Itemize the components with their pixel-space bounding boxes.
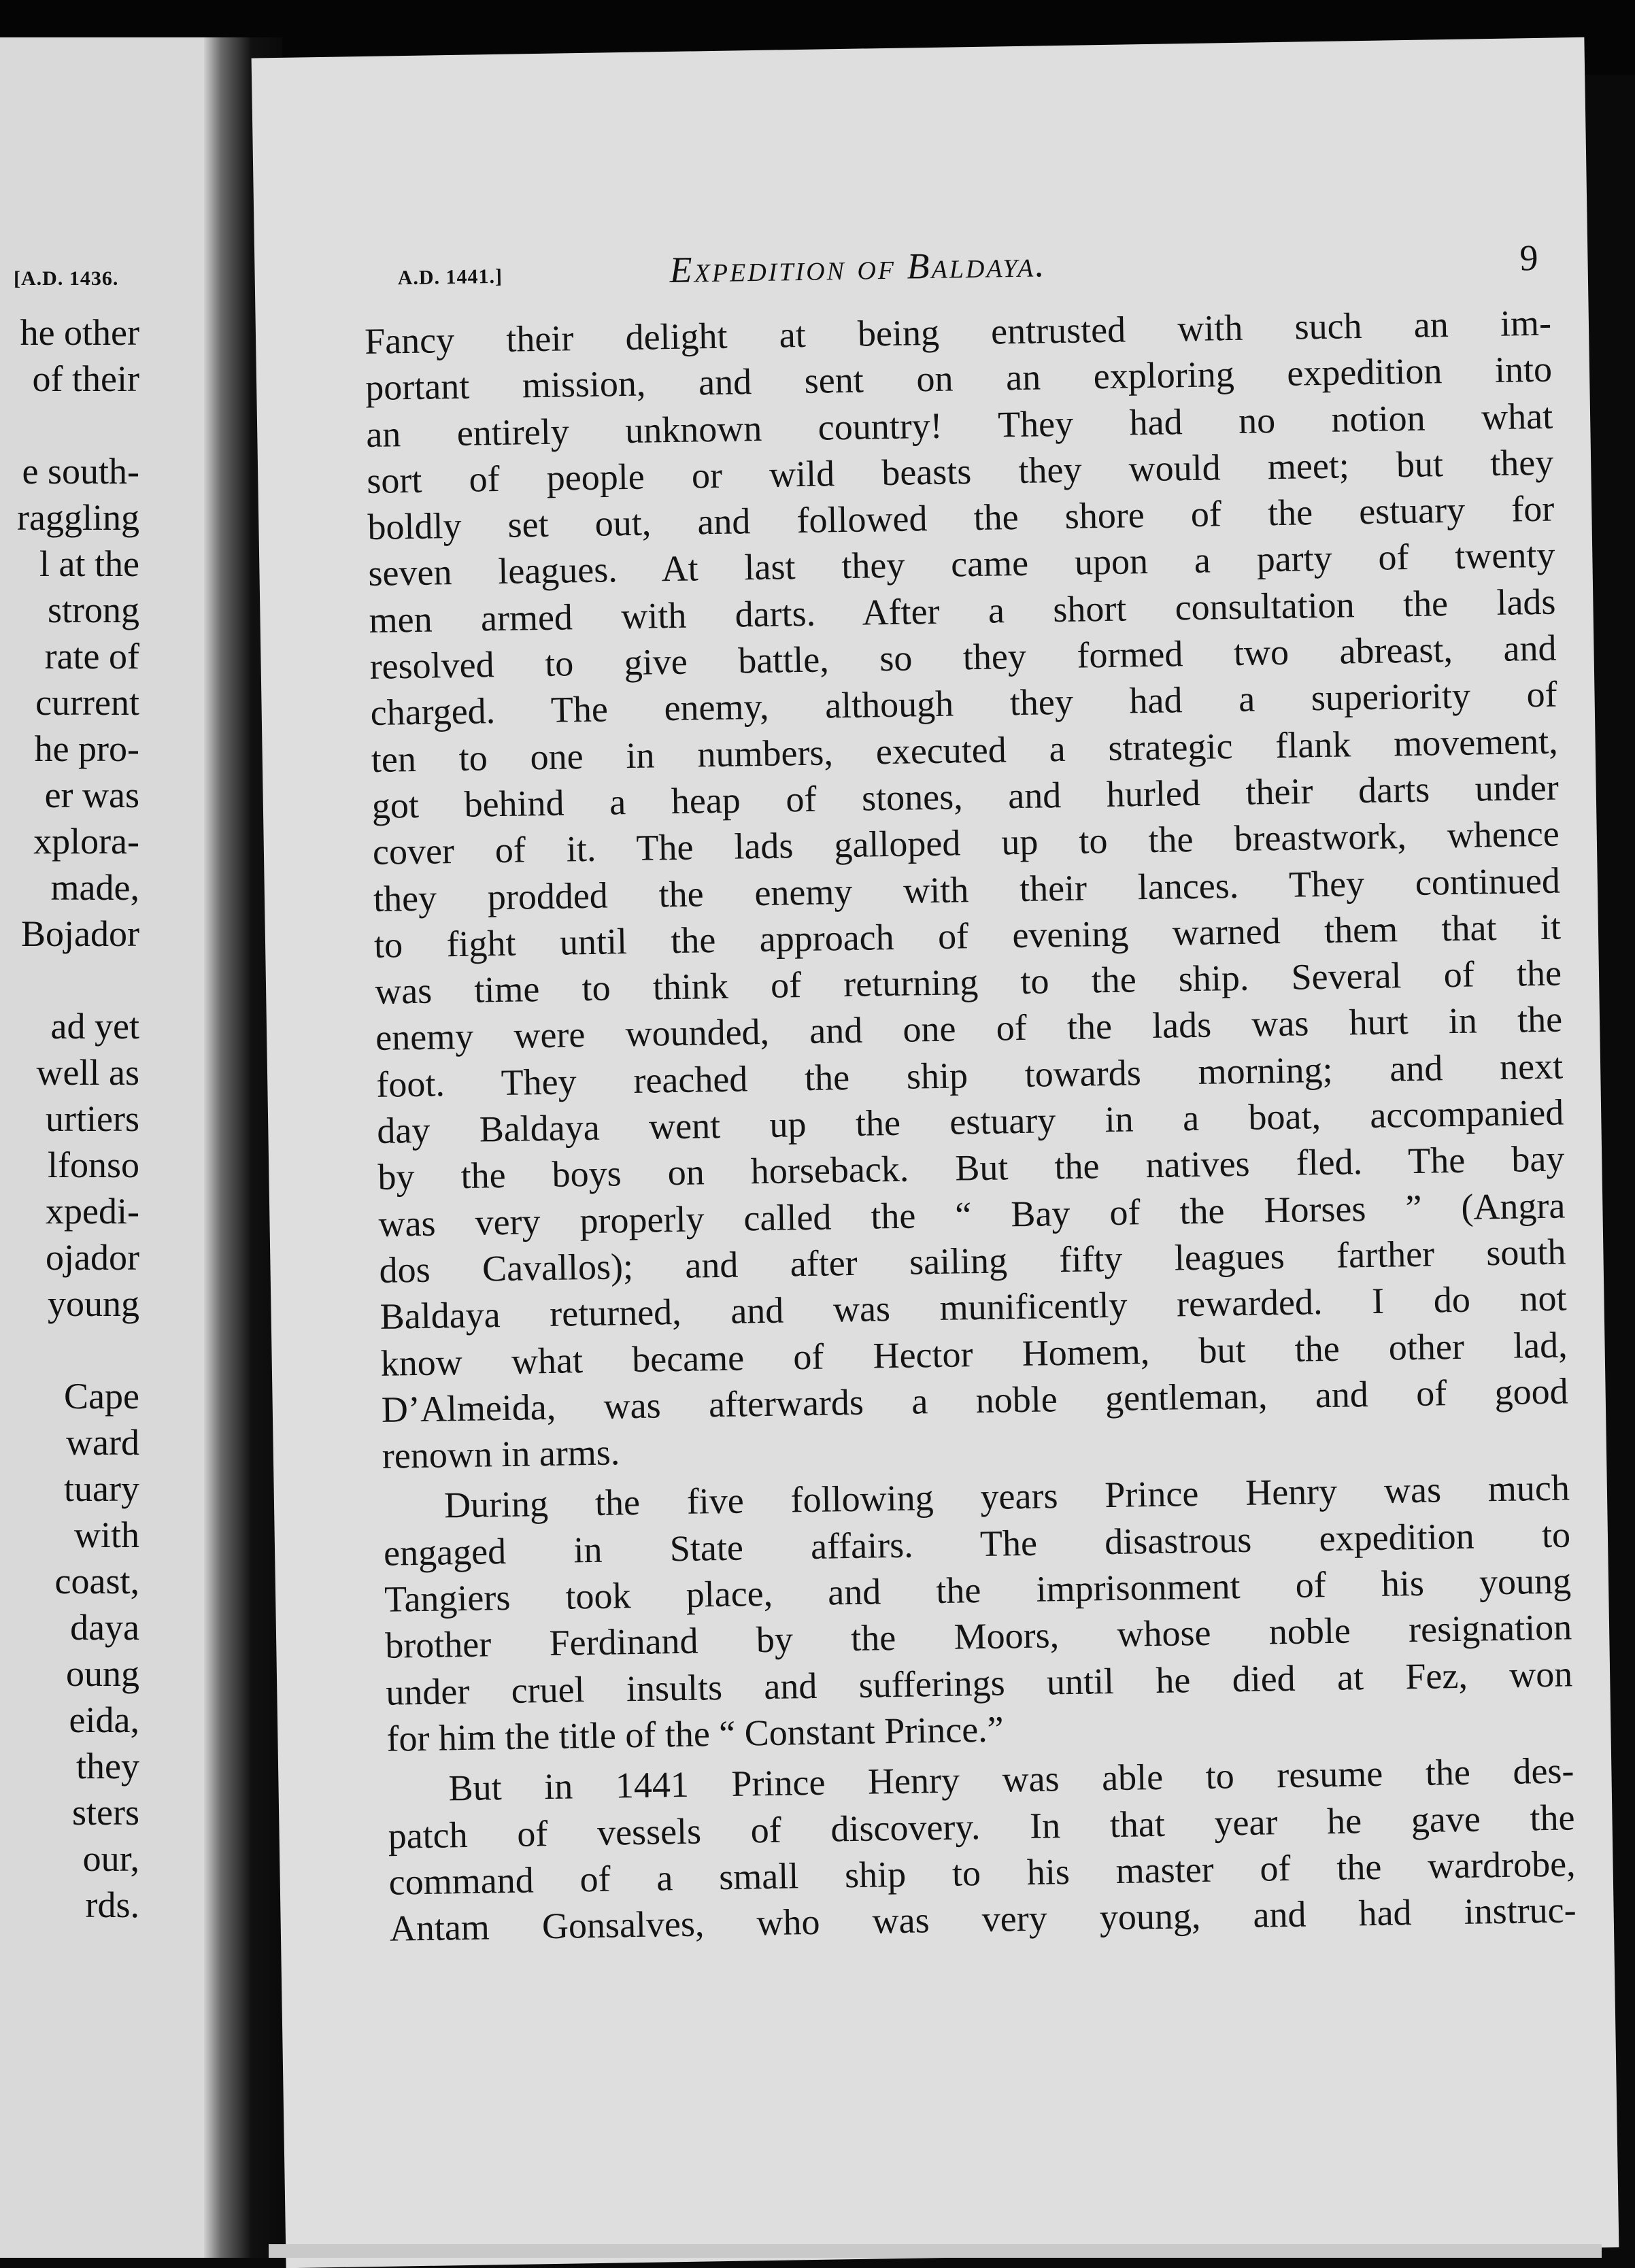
text-line: brother Ferdinand by the Moors, whose noble resignation (384, 1606, 1572, 1667)
left-text-line: xplora- (33, 821, 139, 862)
left-running-head: [A.D. 1436. (14, 267, 119, 290)
left-text-line: coast, (54, 1561, 139, 1602)
left-text-line: our, (82, 1838, 139, 1879)
text-line: Baldaya returned, and was munificently rewarded. I do not (380, 1277, 1567, 1338)
left-text-line: young (48, 1283, 139, 1324)
left-text-line: xpedi- (46, 1191, 139, 1232)
text-line: they prodded the enemy with their lances. They continued (373, 860, 1561, 919)
text-line: got behind a heap of stones, and hurled their darts under (371, 766, 1560, 826)
left-text-line: he pro- (34, 728, 139, 769)
left-text-line: with (73, 1514, 139, 1555)
left-text-line: well as (36, 1052, 139, 1093)
left-text-line: tuary (64, 1468, 139, 1509)
left-text-line (0, 402, 139, 448)
text-line: cover of it. The lads galloped up to the breastwork, whence (372, 813, 1560, 873)
text-line: engaged in State affairs. The disastrous expedition to (383, 1514, 1571, 1574)
left-text-line: sters (72, 1792, 139, 1833)
running-head-title: Expedition of Baldaya. (669, 243, 1047, 290)
left-text-line: he other (20, 312, 139, 353)
left-page-text (0, 309, 139, 1928)
text-line: resolved to give battle, so they formed two abreast, and (369, 627, 1557, 688)
left-text-line (0, 1327, 139, 1373)
page-number: 9 (1519, 237, 1538, 279)
left-text-line: urtiers (46, 1098, 139, 1139)
text-line: sort of people or wild beasts they would meet; but they (366, 441, 1554, 501)
left-text-line: er was (44, 775, 139, 815)
text-line: Antam Gonsalves, who was very young, and had instruc- (389, 1889, 1577, 1949)
left-text-line: made, (50, 867, 139, 908)
page-bottom-edge (269, 2244, 1602, 2258)
text-line: for him the title of the “ Constant Prince.” (386, 1708, 1005, 1759)
text-line: know what became of Hector Homem, but the other lad, (380, 1323, 1568, 1384)
running-head-date: A.D. 1441.] (397, 265, 503, 290)
left-text-line: oung (66, 1653, 139, 1694)
left-text-line: e south- (22, 451, 139, 492)
text-line: an entirely unknown country! They had no notion what (365, 395, 1553, 455)
left-text-line: strong (48, 590, 139, 630)
left-text-line: rds. (85, 1884, 139, 1925)
left-text-line: lfonso (48, 1145, 139, 1185)
right-page (252, 37, 1619, 2268)
left-text-line: ad yet (50, 1006, 139, 1047)
text-line: under cruel insults and sufferings until he died at Fez, won (385, 1653, 1573, 1713)
text-line: portant mission, and sent on an exploring expedition into (365, 348, 1553, 409)
text-line: dos Cavallos); and after sailing fifty leagues farther south (379, 1231, 1566, 1291)
left-text-line: of their (32, 358, 139, 399)
text-line: command of a small ship to his master of the wardrobe, (388, 1843, 1577, 1903)
text-line: Fancy their delight at being entrusted with such an im- (364, 302, 1552, 362)
left-text-line: Cape (64, 1376, 139, 1417)
text-line: patch of vessels of discovery. In that year he gave the (388, 1796, 1575, 1857)
text-line: D’Almeida, was afterwards a noble gentleman, and of good (381, 1370, 1569, 1430)
text-line: to fight until the approach of evening warned them that it (373, 906, 1562, 966)
text-line: day Baldaya went up the estuary in a boat, accompanied (376, 1091, 1564, 1151)
left-text-line: Bojador (21, 913, 139, 954)
left-text-line: daya (70, 1607, 139, 1648)
text-line: enemy were wounded, and one of the lads was hurt in the (375, 998, 1563, 1059)
left-text-line (0, 957, 139, 1003)
left-text-line: eida, (69, 1699, 139, 1740)
text-line: boldly set out, and followed the shore of the estuary for (367, 488, 1555, 548)
text-line: men armed with darts. After a short consultation the lads (369, 581, 1556, 641)
text-line: was very properly called the “ Bay of the Horses ” (Angra (378, 1185, 1566, 1245)
text-line: charged. The enemy, although they had a superiority of (370, 673, 1557, 734)
text-line: ten to one in numbers, executed a strategic flank movement, (371, 720, 1559, 780)
text-line: But in 1441 Prince Henry was able to resume the des- (448, 1750, 1574, 1809)
left-text-line: rate of (44, 636, 139, 677)
left-text-line: l at the (39, 543, 139, 584)
text-line: renown in arms. (382, 1432, 620, 1476)
left-text-line: ward (66, 1422, 139, 1463)
text-line: foot. They reached the ship towards morning; and next (375, 1045, 1564, 1105)
left-text-line: raggling (17, 497, 139, 538)
left-text-line: they (76, 1746, 139, 1787)
left-text-line: ojador (46, 1237, 139, 1278)
text-line: During the five following years Prince Henry was much (443, 1467, 1570, 1526)
body-text (365, 300, 1577, 1952)
text-line: was time to think of returning to the ship. Several of the (374, 952, 1562, 1013)
text-line: Tangiers took place, and the imprisonment of his young (384, 1560, 1572, 1620)
left-text-line: current (35, 682, 139, 723)
text-line: by the boys on horseback. But the natives fled. The bay (377, 1138, 1565, 1198)
text-line: seven leagues. At last they came upon a party of twenty (368, 535, 1555, 594)
